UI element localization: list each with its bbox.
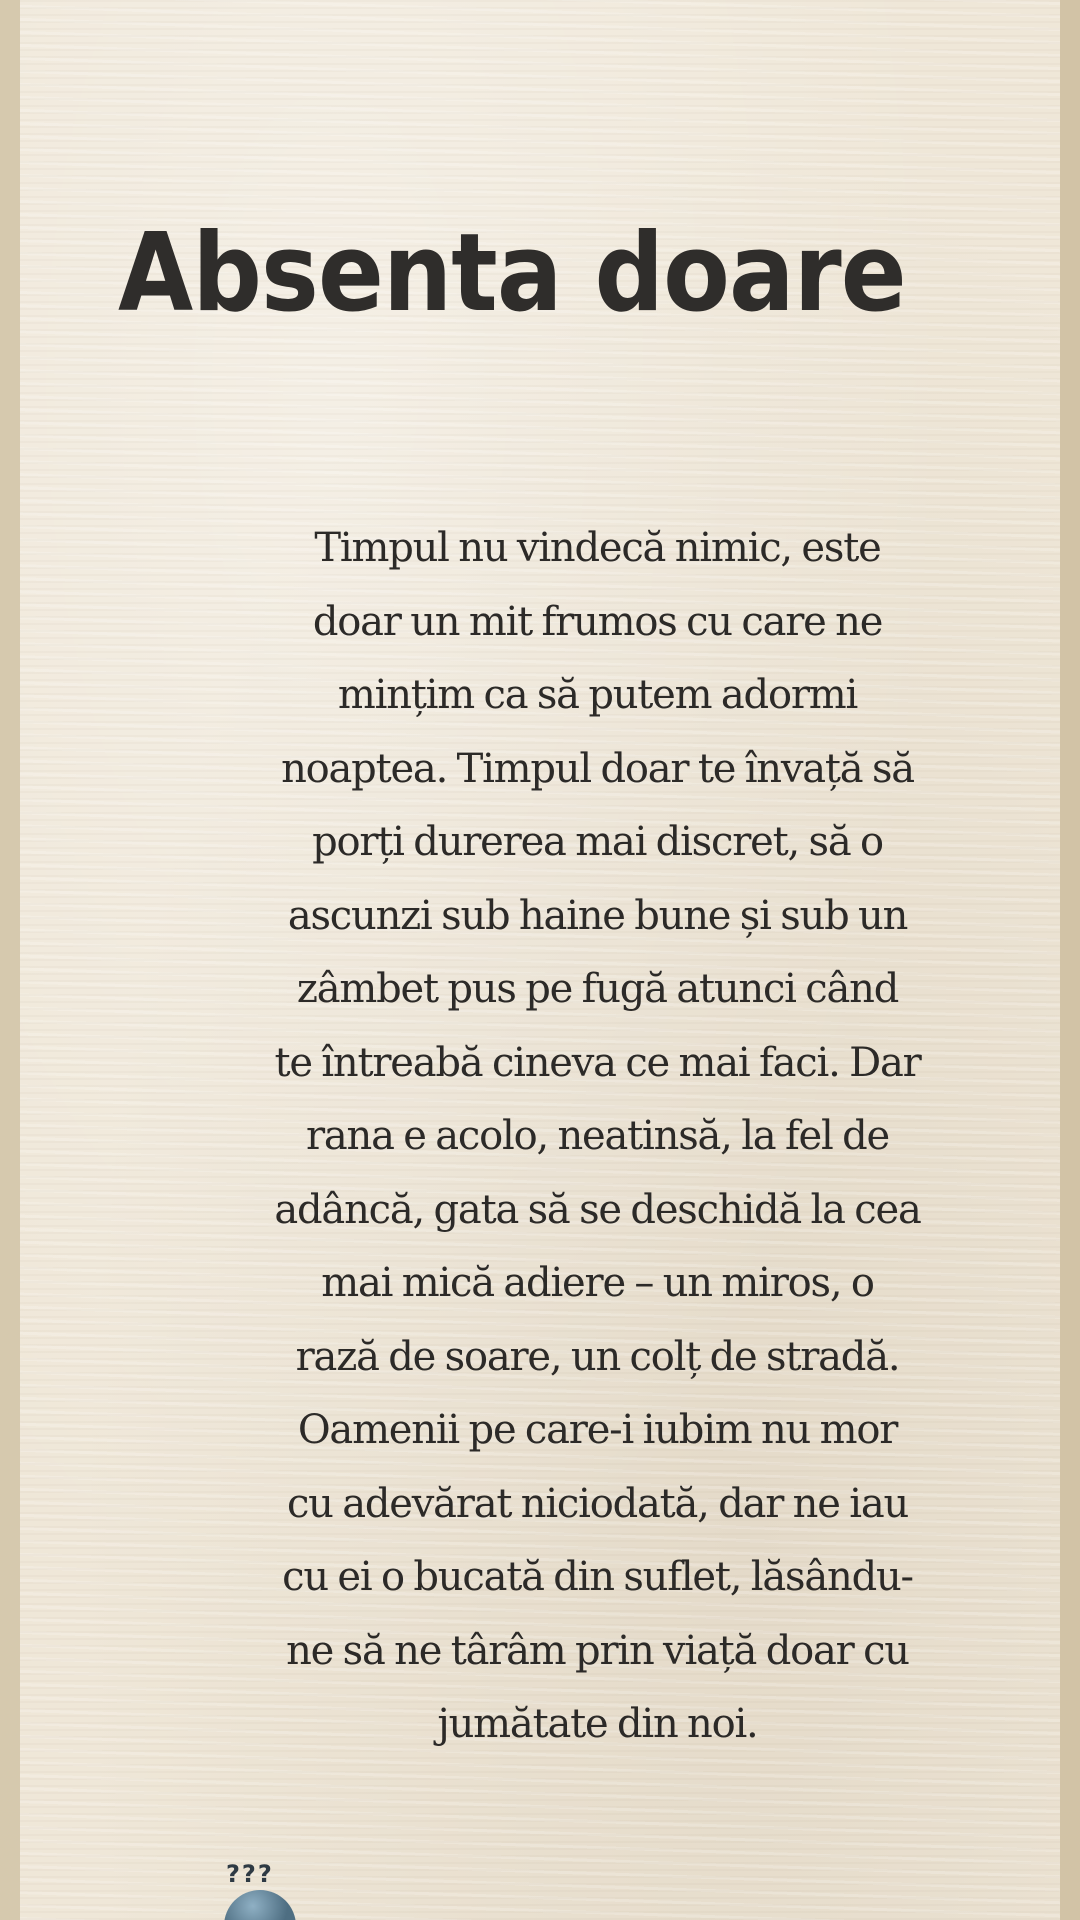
quote-line: jumătate din noi.	[437, 1701, 758, 1747]
quote-line: adâncă, gata să se deschidă la cea	[274, 1186, 921, 1233]
quote-line: porți durerea mai discret, să o	[312, 819, 883, 865]
quote-line: Timpul nu vindecă nimic, este	[314, 525, 881, 571]
question-marks: ???	[226, 1860, 274, 1888]
quote-text	[225, 512, 970, 1762]
quote-line: cu adevărat niciodată, dar ne iau	[286, 1480, 909, 1527]
creature-head	[224, 1890, 296, 1920]
quote-line: Oamenii pe care-i iubim nu mor	[297, 1407, 898, 1453]
paper-edge-left	[0, 0, 20, 1920]
page-title: Absenta doare	[118, 211, 906, 336]
quote-line: doar un mit frumos cu care ne	[312, 598, 883, 645]
quote-line: mințim ca să putem adormi	[337, 672, 858, 718]
quote-line: rana e acolo, neatinsă, la fel de	[305, 1113, 890, 1159]
quote-line: zâmbet pus pe fugă atunci când	[296, 966, 899, 1012]
question-marks-creature-icon	[222, 1860, 302, 1920]
paper-edge-right	[1060, 0, 1080, 1920]
quote-line: cu ei o bucată din suflet, lăsându-	[282, 1554, 913, 1600]
quote-line: ascunzi sub haine bune și sub un	[287, 892, 908, 939]
quote-line: te întreabă cineva ce mai faci. Dar	[274, 1039, 921, 1086]
quote-line: mai mică adiere – un miros, o	[321, 1260, 874, 1306]
quote-line: noaptea. Timpul doar te învață să	[281, 745, 914, 792]
quote-line: ne să ne târâm prin viață doar cu	[286, 1627, 909, 1674]
quote-line: rază de soare, un colț de stradă.	[295, 1333, 900, 1380]
